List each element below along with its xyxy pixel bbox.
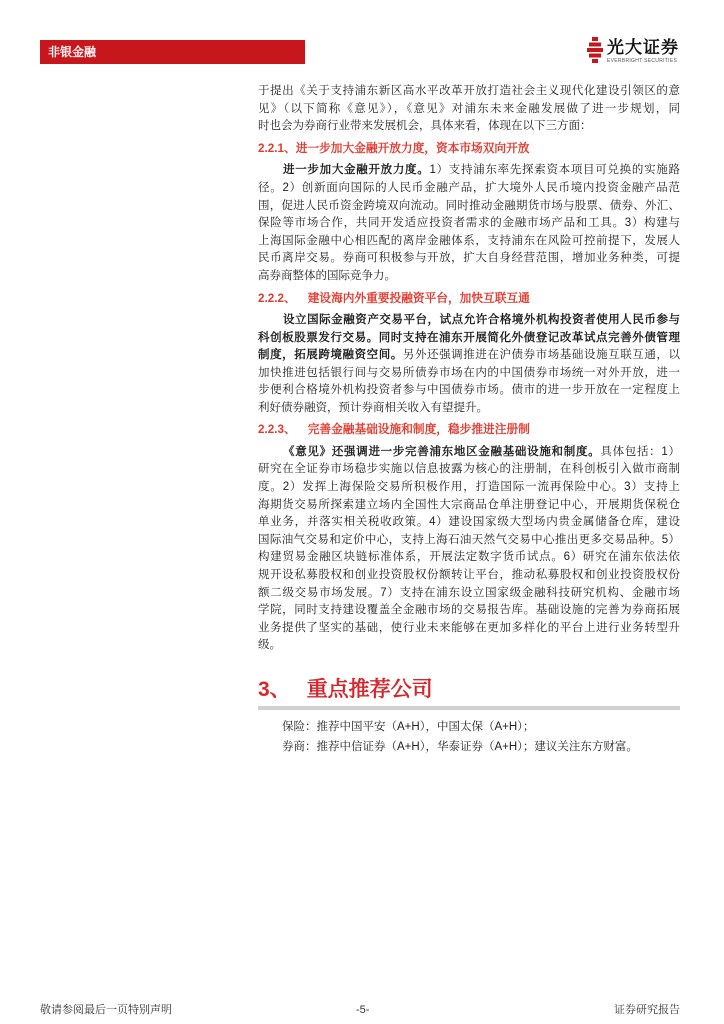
bold-lead-text: 科创板股票发行交易。同时支持在浦东开展简化外债登记改革试点完善外债管理 [258,331,680,344]
body-text: 度。2）发挥上海保险交易所积极作用，打造国际一流再保险中心。3）支持上 [258,481,680,494]
text-line [258,637,680,655]
text-line [258,400,680,418]
bold-lead-text: 制度，拓展跨境融资空间。 [258,349,403,362]
text-line [258,312,680,330]
body-text: 构建贸易金融区块链标准体系，开展法定数字货币试点。6）研究在浦东依法依 [258,551,680,564]
recommendation-title: 重点推荐公司 [306,678,433,701]
text-line [258,549,680,567]
section-heading [258,417,680,443]
bold-lead-text: 进一步加大金融开放力度。 [283,164,430,177]
section-paragraph [258,162,680,285]
text-line [258,461,680,479]
text-line [258,215,680,233]
text-line [258,118,680,136]
text-line [258,602,680,620]
text-line [258,479,680,497]
body-text: 见》（以下简称《意见》），《意见》对浦东未来金融发展做了进一步规划，同 [258,102,680,115]
body-text: 具体包括：1） [600,445,680,458]
bold-lead-text: 设立国际金融资产交易平台，试点允许合格境外机构投资者使用人民币参与 [283,313,680,326]
text-line [258,198,680,216]
text-line [258,514,680,532]
industry-tag: 非银金融 [48,45,97,59]
text-line [258,83,680,101]
section-title: 建设海内外重要投融资平台，加快互联互通 [307,291,530,305]
text-line [258,497,680,515]
body-text: 业务提供了坚实的基础，使行业未来能够在更加多样化的平台上进行业务转型升 [258,621,680,634]
body-text: 单业务，并落实相关税收政策。4）建设国家级大型场内贵金属储备仓库，建设 [258,516,680,529]
body-text: 额二级交易市场发展。7）支持在浦东设立国家级金融科技研究机构、金融市场 [258,586,680,599]
body-text: 保险等市场合作，共同开发适应投资者需求的金融市场产品和工具。3）构建与 [258,217,680,230]
text-line [258,180,680,198]
brand-logo [587,36,685,64]
body-text: 于提出《关于支持浦东新区高水平改革开放打造社会主义现代化建设引领区的意 [258,85,680,98]
text-line [258,250,680,268]
intro-paragraph [258,83,680,136]
text-line [258,347,680,365]
text-line [258,101,680,119]
text-line [258,567,680,585]
bold-lead-text: 《意见》还强调进一步完善浦东地区金融基础设施和制度。 [283,445,601,458]
text-line [258,532,680,550]
text-line [258,585,680,603]
body-text: 级。 [258,639,281,652]
section-divider [258,706,680,710]
text-line [258,365,680,383]
recommendation-item-brokerage: 券商：推荐中信证券（A+H），华泰证券（A+H）；建议关注东方财富。 [282,741,638,753]
body-text: 步便利合格境外机构投资者参与中国债券市场。债市的进一步开放在一定程度上 [258,384,680,397]
body-text: 另外还强调推进在沪债券市场基础设施互联互通，以 [402,349,680,362]
brand-name-en: EVERBRIGHT SECURITIES [607,58,678,64]
section-title: 进一步加大金融开放力度，资本市场双向开放 [295,141,530,155]
body-text: 民币离岸交易。券商可积极参与开放，扩大自身经营范围，增加业务种类，可提 [258,252,680,265]
text-line [258,162,680,180]
body-text: 时也会为券商行业带来发展机会，具体来看，体现在以下三方面： [258,120,592,133]
text-line [258,444,680,462]
text-line [258,233,680,251]
brand-name: 光大证券 [607,38,679,57]
body-text: 径。2）创新面向国际的人民币金融产品，扩大境外人民币境内投资金融产品范 [258,181,680,194]
section-paragraph [258,312,680,418]
recommendation-list [282,717,680,757]
recommendation-item-insurance: 保险：推荐中国平安（A+H），中国太保（A+H）； [282,721,535,733]
body-text: 利好债券融资，预计券商相关收入有望提升。 [258,401,488,414]
body-text: 上海国际金融中心相匹配的离岸金融体系，支持浦东在风险可控前提下，发展人 [258,234,680,247]
footer-disclaimer: 敬请参阅最后一页特别声明 [40,1004,172,1016]
section-heading [258,136,680,162]
section-number: 2.2.1、 [258,141,296,155]
body-text: 围，促进人民币资金跨境双向流动。同时推动金融期货市场与股票、债券、外汇、 [258,199,680,212]
body-text: 1）支持浦东率先探索资本项目可兑换的实施路 [429,164,680,177]
report-type: 证券研究报告 [614,1004,680,1016]
recommendation-heading [258,675,433,705]
body-text: 加快推进包括银行间与交易所债券市场在内的中国债券市场统一对外开放，进一 [258,366,680,379]
text-line [258,268,680,286]
section-title: 完善金融基础设施和制度，稳步推进注册制 [307,423,530,437]
body-text: 海期货交易所探索建立场内全国性大宗商品仓单注册登记中心，开展期货保税仓 [258,498,680,511]
text-line [258,382,680,400]
body-text: 国际油气交易和定价中心，支持上海石油天然气交易中心推出更多交易品种。5） [258,533,680,546]
text-line [258,330,680,348]
body-text: 学院，同时支持建设覆盖全金融市场的交易报告库。基础设施的完善为券商拓展 [258,604,680,617]
body-text: 高券商整体的国际竞争力。 [258,269,396,282]
header-bar [40,40,305,64]
section-heading [258,286,680,312]
body-text: 规开设私募股权和创业投资股权份额转让平台，推动私募股权和创业投资股权份 [258,569,680,582]
page-number: -5- [356,1004,370,1016]
text-line [258,620,680,638]
section-number: 2.2.3、 [258,423,296,437]
section-number: 2.2.2、 [258,291,296,305]
recommendation-number: 3、 [258,678,291,701]
body-text: 研究在全证券市场稳步实施以信息披露为核心的注册制，在科创板引入做市商制 [258,463,680,476]
report-body [258,83,680,655]
section-paragraph [258,444,680,655]
footer [40,1002,680,1018]
everbright-logo-icon [587,37,603,63]
